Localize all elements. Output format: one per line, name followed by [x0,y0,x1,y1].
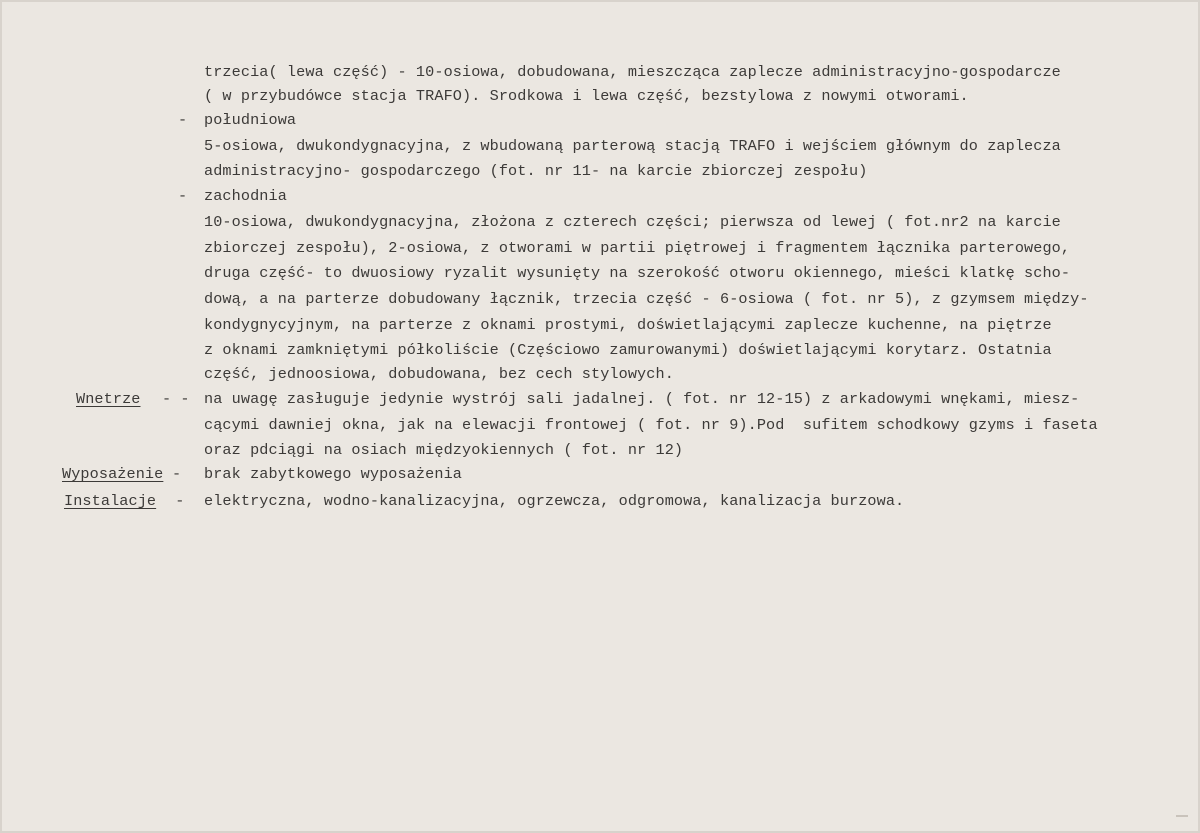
text-line: ( w przybudówce stacja TRAFO). Srodkowa i lewa część, bezstylowa z nowymi otworami. [204,87,969,105]
dash-marker: - [172,465,182,483]
corner-mark [1176,815,1188,825]
dash-marker: - [166,492,185,510]
dash-marker: - [178,187,188,205]
text-line: oraz pdciągi na osiach międzyokiennych ( fot. nr 12) [204,441,684,459]
label-wyposazenie [62,462,163,486]
section-heading-zachodnia: zachodnia [204,187,287,205]
text-line: administracyjno- gospodarczego (fot. nr 11- na karcie zbiorczej zespołu) [204,162,868,180]
text-line: z oknami zamkniętymi półkoliście (Częściowo zamurowanymi) doświetlającymi korytarz. Ostatnia [204,341,1052,359]
text-line: druga część- to dwuosiowy ryzalit wysunięty na szerokość otworu okiennego, mieści klatkę scho- [204,264,1071,282]
text-line: zbiorczej zespołu), 2-osiowa, z otworami w partii piętrowej i fragmentem łącznika parterowego, [204,239,1071,257]
text-line: brak zabytkowego wyposażenia [204,465,462,483]
label-wnetrze [76,387,141,411]
text-line: dową, a na parterze dobudowany łącznik, trzecia część - 6-osiowa ( fot. nr 5), z gzymsem między- [204,290,1089,308]
dash-marker: - - [162,390,190,408]
text-line: trzecia( lewa część) - 10-osiowa, dobudowana, mieszcząca zaplecze administracyjno-gospodarcze [204,63,1061,81]
label-text: Wnetrze [76,390,141,408]
text-line: 5-osiowa, dwukondygnacyjna, z wbudowaną parterową stacją TRAFO i wejściem głównym do zaplecza [204,137,1061,155]
text-line: część, jednoosiowa, dobudowana, bez cech stylowych. [204,365,674,383]
text-line: cącymi dawniej okna, jak na elewacji frontowej ( fot. nr 9).Pod sufitem schodkowy gzyms i faseta [204,416,1098,434]
label-text: Wyposażenie [62,465,164,483]
label-text: Instalacje [64,492,157,510]
text-line: kondygnycyjnym, na parterze z oknami prostymi, doświetlającymi zaplecze kuchenne, na piętrze [204,316,1052,334]
label-instalacje [64,489,156,513]
text-line: 10-osiowa, dwukondygnacyjna, złożona z czterech części; pierwsza od lewej ( fot.nr2 na karcie [204,213,1061,231]
text-line: elektryczna, wodno-kanalizacyjna, ogrzewcza, odgromowa, kanalizacja burzowa. [204,492,905,510]
section-heading-poludniowa: południowa [204,111,297,129]
dash-marker: - [178,111,188,129]
text-line: na uwagę zasługuje jedynie wystrój sali jadalnej. ( fot. nr 12-15) z arkadowymi wnękami, miesz- [204,390,1080,408]
